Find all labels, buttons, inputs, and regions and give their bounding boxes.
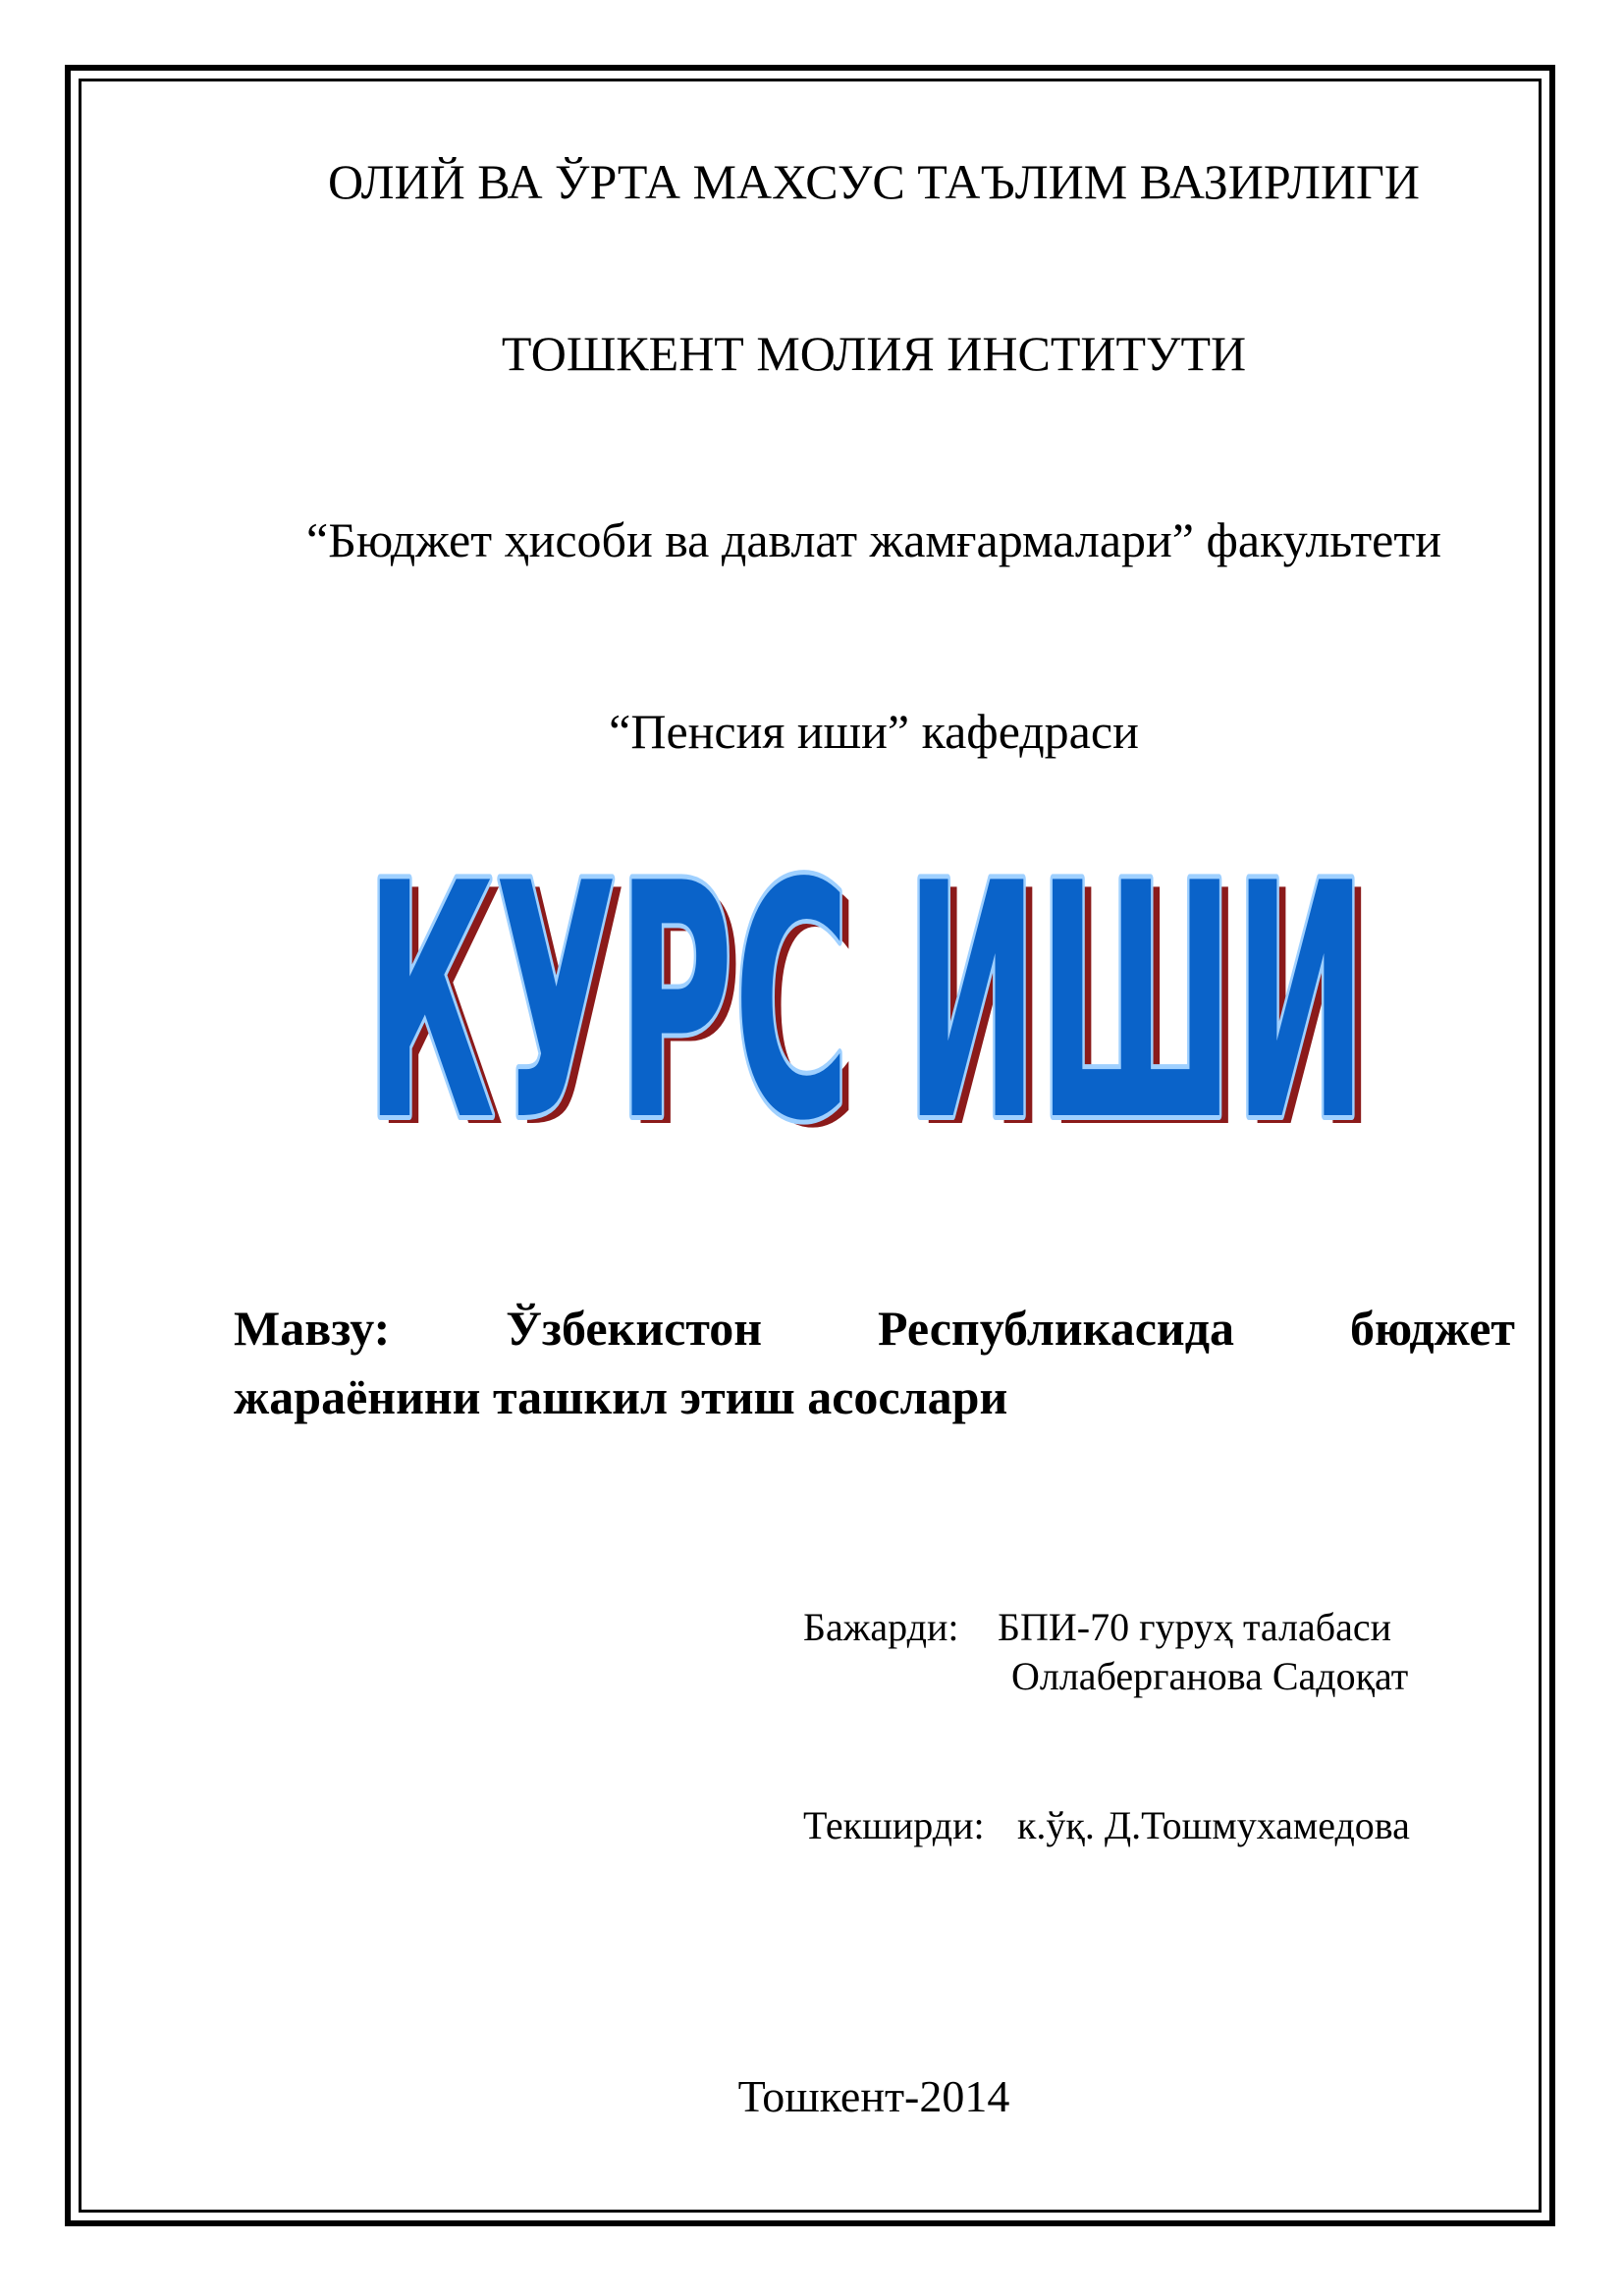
ministry-heading: ОЛИЙ ВА ЎРТА МАХСУС ТАЪЛИМ ВАЗИРЛИГИ (328, 154, 1420, 209)
topic-line-2: жараёнини ташкил этиш асослари (234, 1369, 1008, 1424)
checked-label: Текширди: (803, 1803, 985, 1847)
title-shadow: КУРС ИШИ (374, 852, 1376, 1156)
topic-word: бюджет (1349, 1301, 1515, 1356)
department-heading: “Пенсия иши” кафедраси (609, 704, 1139, 759)
topic-line-1 (234, 1294, 1515, 1362)
institute-heading: ТОШКЕНТ МОЛИЯ ИНСТИТУТИ (501, 326, 1247, 381)
performed-student: Оллаберганова Садоқат (1011, 1654, 1409, 1698)
performed-group: БПИ-70 гуруҳ талабаси (998, 1605, 1391, 1649)
course-work-title (353, 852, 1384, 1156)
topic-block (234, 1294, 1515, 1431)
topic-word: Республикасида (878, 1301, 1235, 1356)
topic-label: Мавзу: (234, 1301, 391, 1356)
checked-teacher: к.ўқ. Д.Тошмухамедова (1017, 1803, 1410, 1847)
city-year: Тошкент-2014 (737, 2071, 1010, 2121)
faculty-heading: “Бюджет ҳисоби ва давлат жамғармалари” факультети (306, 512, 1441, 567)
title-text: КУРС ИШИ (365, 852, 1367, 1156)
title-outline: КУРС ИШИ (365, 852, 1367, 1156)
performed-label: Бажарди: (803, 1605, 959, 1649)
topic-word: Ўзбекистон (506, 1301, 763, 1356)
